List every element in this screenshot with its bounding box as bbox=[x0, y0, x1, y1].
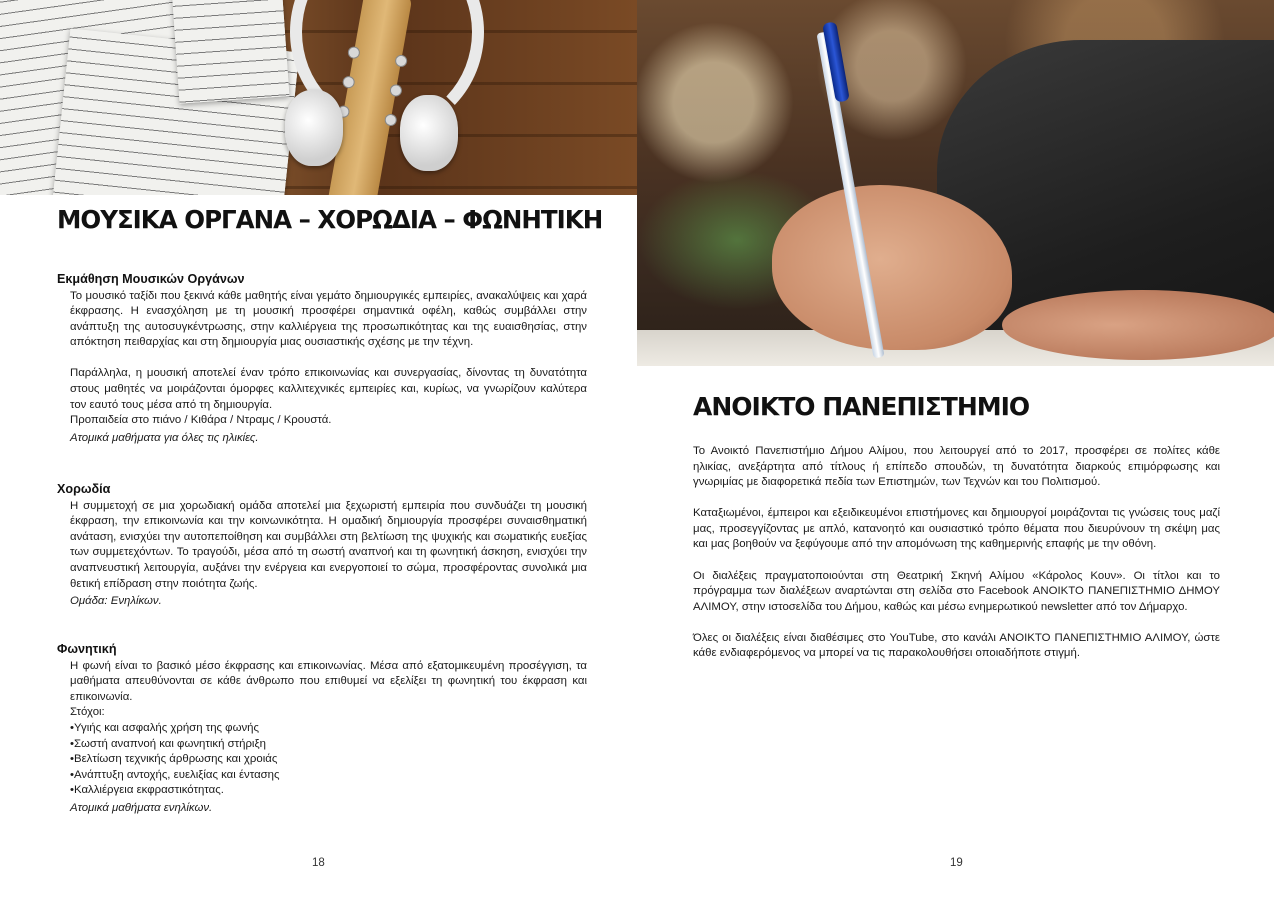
list-item: • Βελτίωση τεχνικής άρθρωσης και χροιάς bbox=[70, 752, 587, 768]
paragraph: Το μουσικό ταξίδι που ξεκινά κάθε μαθητής είναι γεμάτο δημιουργικές εμπειρίες, ανακαλύψεις και χαρά έκφρασης. Η ενασχόληση με τη μουσική προσφέρει σημαντικά οφέλη, καθώς συμβάλλει στην ανάπτυξη της αυτοσυγκέντρωσης, στην καλλιέργεια της προσωπικότητας και της ευαισθησίας, στην απόκτηση πειθαρχίας και στη δημιουργία μιας ουσιαστικής σχέσης με την τέχνη. bbox=[70, 289, 587, 349]
section-note: Ομάδα: Ενηλίκων. bbox=[70, 595, 162, 608]
page-title: ΜΟΥΣΙΚΑ ΟΡΓΑΝΑ – ΧΟΡΩΔΙΑ – ΦΩΝΗΤΙΚΗ bbox=[57, 205, 603, 234]
paragraph: Όλες οι διαλέξεις είναι διαθέσιμες στο YouTube, στο κανάλι ΑΝΟΙΚΤΟ ΠΑΝΕΠΙΣΤΗΜΙΟ ΑΛΙΜΟΥ, ώστε κάθε ενδιαφερόμενος να μπορεί να τις παρακολουθήσει οποιαδήποτε στιγμή. bbox=[693, 631, 1220, 660]
list-item: • Υγιής και ασφαλής χρήση της φωνής bbox=[70, 721, 587, 737]
music-instruments-photo bbox=[0, 0, 637, 195]
paragraph: Το Ανοικτό Πανεπιστήμιο Δήμου Αλίμου, που λειτουργεί από το 2017, προσφέρει σε πολίτες κάθε ηλικίας, ανεξάρτητα από τίτλους ή επίπεδο σπουδών, τη δυνατότητα διαρκούς επιμόρφωσης και γνωριμίας με διαφορετικά πεδία των Επιστημών, των Τεχνών και του Πολιτισμού. bbox=[693, 445, 1220, 489]
section-vocal bbox=[57, 642, 587, 817]
section-choir bbox=[57, 482, 587, 610]
page-title: ΑΝΟΙΚΤΟ ΠΑΝΕΠΙΣΤΗΜΙΟ bbox=[693, 392, 1030, 421]
page-number: 18 bbox=[312, 857, 325, 869]
paragraph: Καταξιωμένοι, έμπειροι και εξειδικευμένοι επιστήμονες και δημιουργοί μοιράζονται τις γνώσεις τους μαζί μας, προσεγγίζοντας με απλό, κατανοητό και ουσιαστικό τρόπο θέματα που διευρύνουν τη σκέψη μας και μας βοηθούν να ξεφύγουμε από την απομόνωση της καθημερινής επαφής με την οθόνη. bbox=[693, 507, 1220, 551]
paragraph: Προπαιδεία στο πιάνο / Κιθάρα / Ντραμς / Κρουστά. bbox=[70, 414, 332, 427]
goals-label: Στόχοι: bbox=[70, 706, 105, 719]
sheet-music bbox=[171, 0, 290, 104]
open-university-text bbox=[693, 444, 1220, 662]
page-number: 19 bbox=[950, 857, 963, 869]
paragraph: Οι διαλέξεις πραγματοποιούνται στη Θεατρική Σκηνή Αλίμου «Κάρολος Κουν». Οι τίτλοι και το πρόγραμμα των διαλέξεων αναρτώνται στη σελίδα στο Facebook ΑΝΟΙΚΤΟ ΠΑΝΕΠΙΣΤΗΜΙΟ ΔΗΜΟΥ ΑΛΙΜΟΥ, στην ιστοσελίδα του Δήμου, καθώς και μέσω ενημερωτικού newsletter από τον Δήμαρχο. bbox=[693, 569, 1220, 613]
paragraph: Η φωνή είναι το βασικό μέσο έκφρασης και επικοινωνίας. Μέσα από εξατομικευμένη προσέγγιση, τα μαθήματα απευθύνονται σε κάθε άνθρωπο που επιθυμεί να εξελίξει τη φωνητική του έκφραση και επικοινωνία. bbox=[70, 659, 587, 703]
section-heading: Εκμάθηση Μουσικών Οργάνων bbox=[57, 272, 245, 286]
headphones-cup bbox=[285, 90, 343, 166]
paragraph: Η συμμετοχή σε μια χορωδιακή ομάδα αποτελεί μια ξεχωριστή εμπειρία που συνδυάζει τη μουσική έκφραση, την επικοινωνία και την κοινωνικότητα. Η ομαδική δημιουργία προσφέρει συναισθηματική ανάταση, ενισχύει την αυτοπεποίθηση και συμβάλλει στη βελτίωση της ψυχικής και σωματικής ευεξίας των συμμετεχόντων. Το τραγούδι, μέσα από τη σωστή αναπνοή και τη φωνητική άσκηση, ενισχύει την αναπνευστική λειτουργία, αυξάνει την ενέργεια και ενεργοποιεί το σώμα, προσφέροντας συνολικά μια θετική επίδραση στην ποιότητα ζωής. bbox=[70, 499, 587, 590]
paragraph: Παράλληλα, η μουσική αποτελεί έναν τρόπο επικοινωνίας και συνεργασίας, δίνοντας τη δυνατότητα στους μαθητές να μοιράζονται όμορφες καλλιτεχνικές εμπειρίες και, κυρίως, να γνωρίζουν καλύτερα τον εαυτό τους μέσα από τη δημιουργία. bbox=[70, 367, 587, 411]
section-heading: Χορωδία bbox=[57, 482, 111, 496]
right-page bbox=[637, 0, 1274, 900]
section-note: Ατομικά μαθήματα ενηλίκων. bbox=[70, 801, 213, 814]
section-note: Ατομικά μαθήματα για όλες τις ηλικίες. bbox=[70, 431, 259, 444]
writing-hand-photo bbox=[637, 0, 1274, 366]
section-heading: Φωνητική bbox=[57, 642, 117, 656]
list-item: • Σωστή αναπνοή και φωνητική στήριξη bbox=[70, 737, 587, 753]
list-item: • Καλλιέργεια εκφραστικότητας. bbox=[70, 783, 587, 799]
list-item: • Ανάπτυξη αντοχής, ευελιξίας και έντασης bbox=[70, 768, 587, 784]
goals-list bbox=[70, 721, 587, 799]
resting-hand bbox=[1002, 290, 1274, 360]
section-instruments bbox=[57, 272, 587, 446]
headphones-cup bbox=[400, 95, 458, 171]
